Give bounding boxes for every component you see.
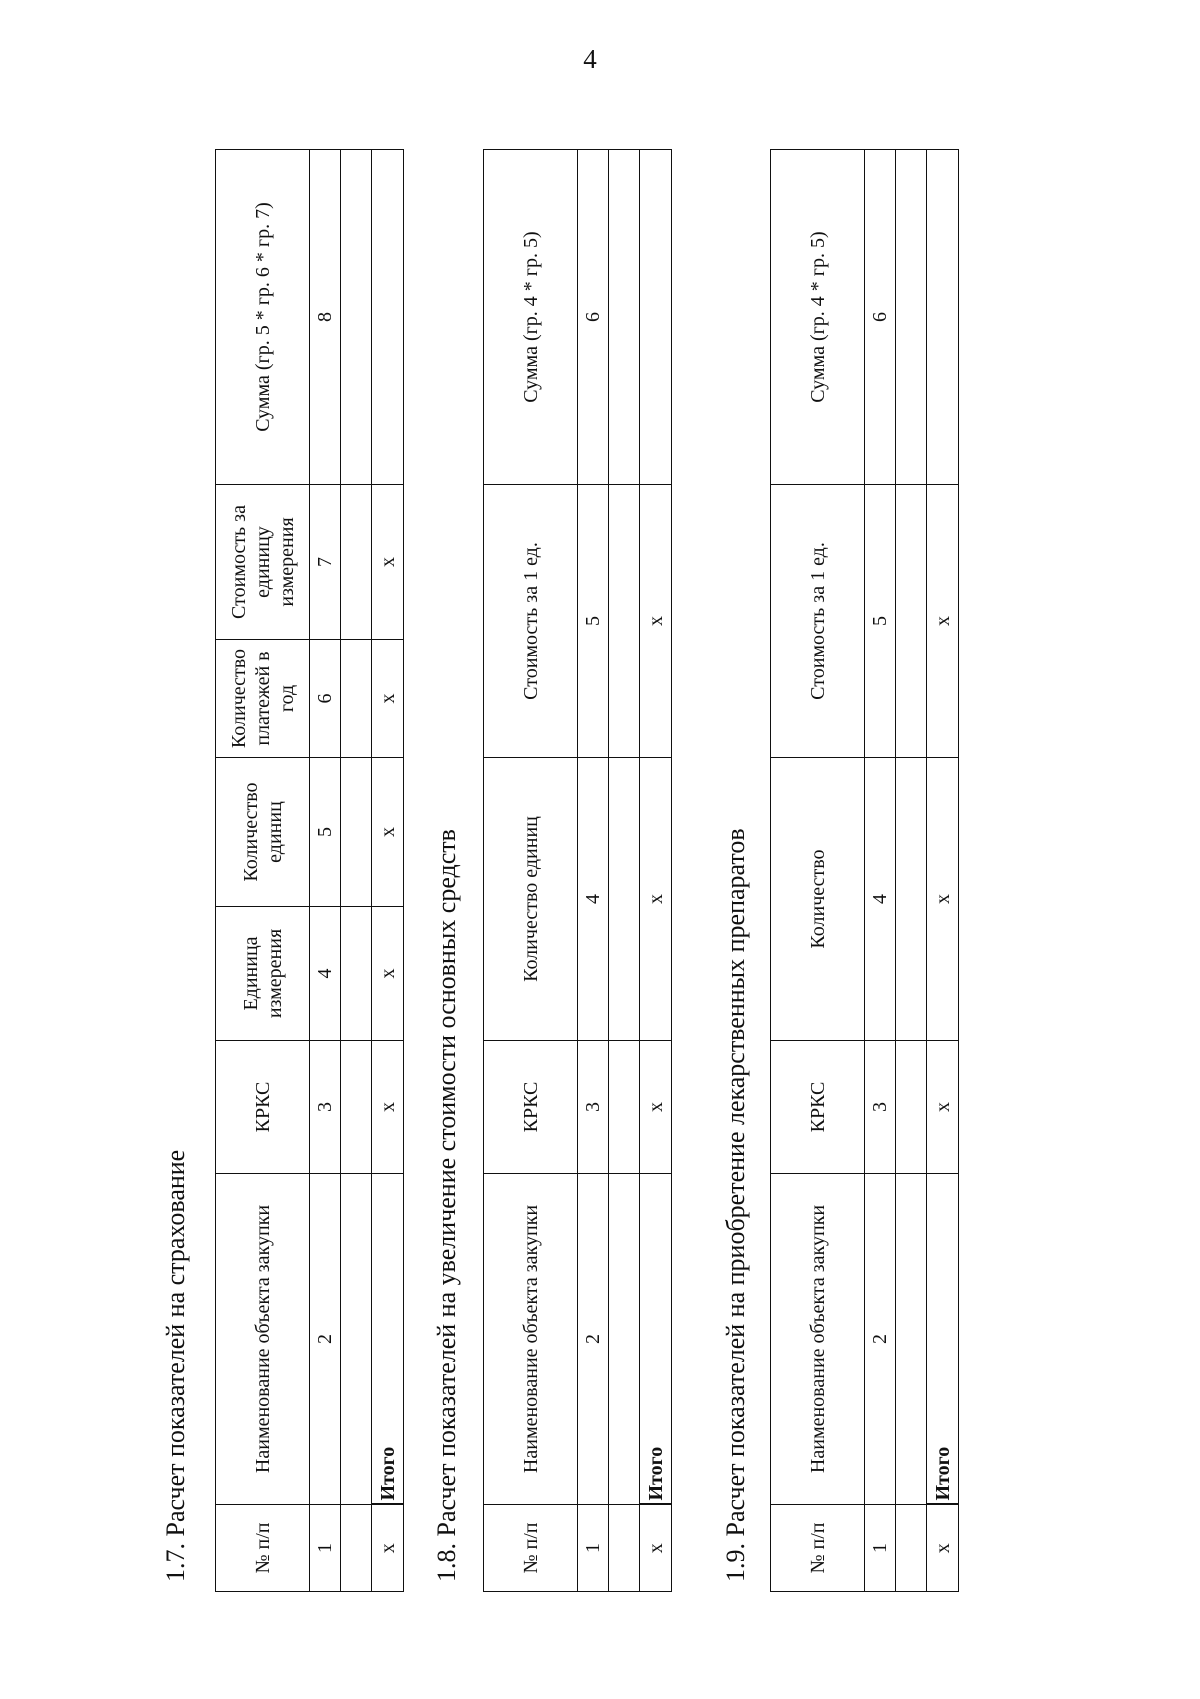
total-label: Итого (372, 1174, 404, 1505)
column-number: 2 (310, 1174, 341, 1505)
total-cell: x (372, 485, 404, 640)
column-header: КРКС (484, 1041, 578, 1174)
column-number-row (865, 150, 896, 1592)
table-cell (341, 907, 372, 1041)
table-cell (609, 1041, 640, 1174)
landscape-content (160, 112, 1040, 1592)
fixed-assets-table (483, 149, 672, 1592)
table-cell (609, 1505, 640, 1592)
table-cell (896, 1041, 927, 1174)
column-header: Наименование объекта закупки (771, 1174, 865, 1505)
column-header: Сумма (гр. 5 * гр. 6 * гр. 7) (216, 150, 310, 485)
total-cell: x (927, 1041, 959, 1174)
column-number: 6 (578, 150, 609, 485)
column-number: 2 (578, 1174, 609, 1505)
column-number: 3 (865, 1041, 896, 1174)
column-header: Стоимость за 1 ед. (484, 485, 578, 758)
total-cell: x (640, 1041, 672, 1174)
table-cell (609, 1174, 640, 1505)
column-header: Наименование объекта закупки (484, 1174, 578, 1505)
column-number: 3 (310, 1041, 341, 1174)
total-label: Итого (640, 1174, 672, 1505)
total-row (927, 150, 959, 1592)
column-header: КРКС (771, 1041, 865, 1174)
column-number: 1 (578, 1505, 609, 1592)
column-header: № п/п (484, 1505, 578, 1592)
total-cell: x (927, 485, 959, 758)
total-sum-cell (927, 150, 959, 485)
column-header: № п/п (771, 1505, 865, 1592)
total-label: Итого (927, 1174, 959, 1505)
table-cell (609, 150, 640, 485)
insurance-table (215, 149, 404, 1592)
column-number: 3 (578, 1041, 609, 1174)
column-number: 1 (865, 1505, 896, 1592)
section-title-insurance: 1.7. Расчет показателей на страхование (161, 1149, 190, 1582)
total-cell: x (372, 1505, 404, 1592)
table-cell (896, 1505, 927, 1592)
table-cell (609, 485, 640, 758)
table-row (896, 150, 927, 1592)
total-cell: x (640, 485, 672, 758)
table-cell (341, 150, 372, 485)
total-cell: x (372, 1041, 404, 1174)
table-cell (341, 485, 372, 640)
column-header: Стоимость за единицу измерения (216, 485, 310, 640)
table-header-row (216, 150, 310, 1592)
table-cell (896, 485, 927, 758)
table-cell (609, 758, 640, 1041)
page-number: 4 (583, 44, 597, 74)
table-cell (341, 1505, 372, 1592)
column-number: 4 (578, 758, 609, 1041)
column-header: № п/п (216, 1505, 310, 1592)
column-header: Количество платежей в год (216, 640, 310, 758)
total-cell: x (372, 907, 404, 1041)
table-cell (896, 1174, 927, 1505)
total-row (640, 150, 672, 1592)
total-cell: x (372, 640, 404, 758)
table-header-row (771, 150, 865, 1592)
column-header: Количество единиц (216, 758, 310, 907)
total-sum-cell (372, 150, 404, 485)
column-number: 4 (310, 907, 341, 1041)
total-cell: x (640, 758, 672, 1041)
table-row (341, 150, 372, 1592)
column-number: 1 (310, 1505, 341, 1592)
column-number: 8 (310, 150, 341, 485)
table-cell (341, 1041, 372, 1174)
column-number-row (310, 150, 341, 1592)
total-cell: x (927, 758, 959, 1041)
column-header: Количество единиц (484, 758, 578, 1041)
medicines-table (770, 149, 959, 1592)
table-cell (896, 150, 927, 485)
column-number: 4 (865, 758, 896, 1041)
column-header: Наименование объекта закупки (216, 1174, 310, 1505)
section-title-medicines: 1.9. Расчет показателей на приобретение лекарственных препаратов (721, 828, 750, 1582)
column-header: Сумма (гр. 4 * гр. 5) (771, 150, 865, 485)
table-row (609, 150, 640, 1592)
table-cell (341, 1174, 372, 1505)
total-cell: x (927, 1505, 959, 1592)
column-number: 7 (310, 485, 341, 640)
column-header: Сумма (гр. 4 * гр. 5) (484, 150, 578, 485)
table-cell (341, 758, 372, 907)
total-row (372, 150, 404, 1592)
section-title-fixed-assets: 1.8. Расчет показателей на увеличение стоимости основных средств (432, 829, 461, 1582)
table-cell (341, 640, 372, 758)
column-number-row (578, 150, 609, 1592)
column-number: 6 (865, 150, 896, 485)
table-cell (896, 758, 927, 1041)
total-cell: x (640, 1505, 672, 1592)
column-number: 5 (578, 485, 609, 758)
column-number: 6 (310, 640, 341, 758)
column-number: 5 (310, 758, 341, 907)
column-number: 2 (865, 1174, 896, 1505)
column-header: КРКС (216, 1041, 310, 1174)
total-sum-cell (640, 150, 672, 485)
total-cell: x (372, 758, 404, 907)
column-header: Количество (771, 758, 865, 1041)
column-header: Стоимость за 1 ед. (771, 485, 865, 758)
column-number: 5 (865, 485, 896, 758)
table-header-row (484, 150, 578, 1592)
column-header: Единица измерения (216, 907, 310, 1041)
